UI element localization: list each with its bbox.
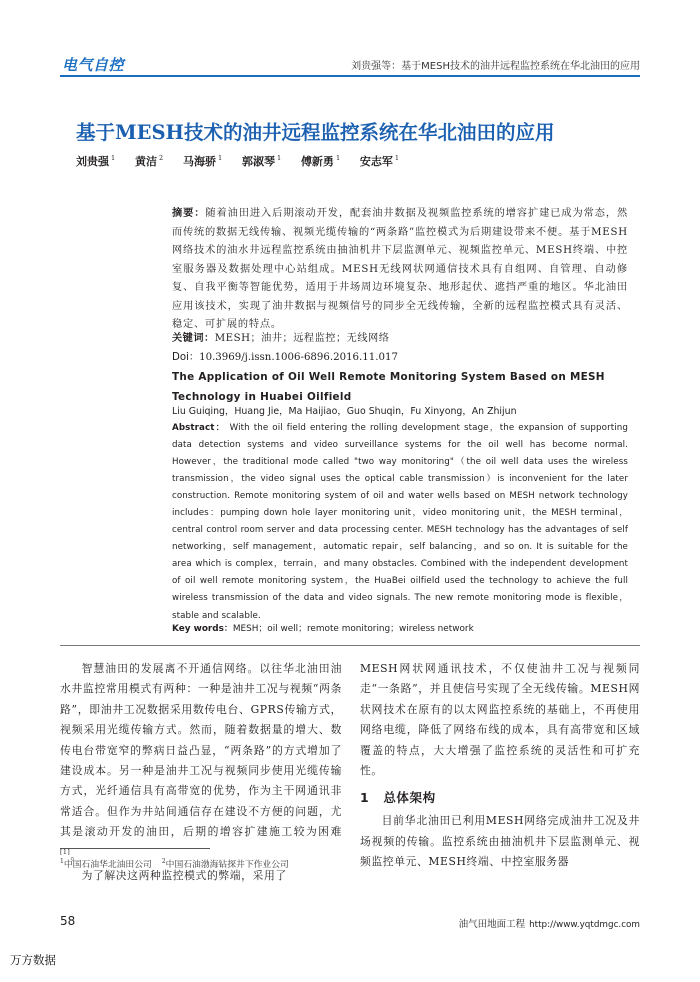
author-name-text: 马海骄 [182,155,216,168]
affiliation-mark: 1 [335,154,341,162]
keywords-en-text: MESH；oil well；remote monitoring；wireless network [232,624,474,634]
author-name [360,153,399,169]
chinese-keywords [172,331,628,347]
body-paragraph: MESH网状网通讯技术，不仅使油井工况与视频同走“一条路”，并且使信号实现了全无线传输。MESH网状网技术在原有的以太网监控系统的基础上，不再使用网络电缆，降低了网络布线的成本，具有高带宽和区域覆盖的特点，大大增强了监控系统的灵活性和可扩充性。 [360,662,640,778]
abstract-text: 随着油田进入后期滚动开发，配套油井数据及视频监控系统的增容扩建已成为常态，然而传统的数据无线传输、视频光缆传输的“两条路”监控模式为后期建设带来不便。基于MESH网络技术的油水井远程监控系统由抽油机井下层监测单元、视频监控单元、MESH终端、中控室服务器及数据处理中心站组成。MESH无线网状网通信技术具有自组网、自管理、自动修复、自我平衡等智能优势，适用于井场周边环境复杂、地形起伏、遮挡严重的地区。华北油田应用该技术，实现了油井数据与视频信号的同步全无线传输，全新的远程监控模式具有灵活、稳定、可扩展的特点。 [172,208,628,330]
chinese-abstract [172,205,628,335]
author-name [135,153,163,169]
citation-ref[interactable]: [1] [60,848,71,856]
doi-line [172,350,628,366]
author-name [183,153,222,169]
keywords-en-label: Key words： [172,624,233,634]
doi-label: Doi： [172,352,200,363]
paragraph-text: 智慧油田的发展离不开通信网络。以往华北油田油水井监控常用模式有两种：一种是油井工况与视频“两条路”，即油井工况数据采用数传电台、GPRS传输方式，视频采用光缆传输方式。然而，随着数据量的增大、数传电台带宽窄的弊病日益凸显，“两条路”的方式增加了建设成本。另一种是油井工况与视频同步使用光缆传输方式，光纤通信具有高带宽的优势，作为主干网通讯非常适合。但作为井站间通信存在建设不方便的问题，尤其是滚动开发的油田，后期的增容扩建施工较为困难 [60,662,342,839]
abstract-label: 摘要： [172,208,206,219]
author-list [76,153,636,171]
affiliation-mark: 1 [276,154,282,162]
page-number: 58 [60,914,76,928]
journal-url[interactable]: http://www.yqtdmgc.com [529,920,640,930]
author-name [242,153,281,169]
body-column-right [360,659,640,873]
author-name [76,153,115,169]
english-keywords [172,621,628,637]
running-head-text: 刘贵强等：基于MESH技术的油井远程监控系统在华北油田的应用 [351,61,640,72]
keywords-label: 关键词： [172,333,215,344]
footnote-text: 中国石油渤海钻探井下作业公司 [165,860,289,870]
keywords-text: MESH；油井；远程监控；无线网络 [214,333,390,344]
affiliation-footnote [60,855,289,872]
footnote-mark: 2 [161,858,166,865]
affiliation-mark: 1 [394,154,400,162]
article-title: 基于MESH技术的油井远程监控系统在华北油田的应用 [76,121,555,144]
header-rule [60,75,640,77]
body-paragraph [60,659,342,866]
footnote-text: 中国石油华北油田公司 [63,860,152,870]
affiliation-mark: 1 [111,154,116,162]
english-abstract [172,420,628,625]
section-title: 总体架构 [383,790,436,806]
author-name-text: 安志军 [359,155,393,168]
body-paragraph: 目前华北油田已利用MESH网络完成油井工况及井场视频的传输。监控系统由抽油机井下层监测单元、视频监控单元、MESH终端、中控室服务器 [360,814,640,869]
doi-value: 10.3969/j.issn.1006-6896.2016.11.017 [199,352,398,363]
footnote-mark: 1 [60,858,64,865]
section-number: 1 [360,790,370,806]
abstract-en-text: With the oil field entering the rolling development stage，the expansion of supporting data detection systems and video surveillance systems for the oil well has become normal. However，the traditional mode called "two way monitoring"（the oil well data uses the wireless transmission，the video signal uses the optical cable transmission）is inconvenient for the later construction. Remote monitoring system of oil and water wells based on MESH network technology includes：pumping down hole layer monitoring unit，video monitoring unit，the MESH terminal，central control room server and data processing center. MESH technology has the advantages of self networking，self management，automatic repair，self balancing，and so on. It is suitable for the area which is complex，terrain，and many obstacles. Combined with the independent development of oil well remote monitoring system，the HuaBei oilfield used the technology to achieve the full wireless transmission of the data and video signals. The new remote monitoring mode is flexible，stable and scalable. [172,423,628,621]
abstract-en-label: Abstract： [172,423,226,433]
journal-footer [459,916,640,930]
journal-name: 油气田地面工程 [458,919,526,930]
paragraph-end: 。 [70,848,82,862]
affiliation-mark: 2 [158,154,164,162]
database-watermark: 万方数据 [10,953,56,967]
footnote-rule [60,848,210,849]
author-name-text: 刘贵强 [76,155,109,168]
section-heading [360,787,640,809]
english-authors: Liu Guiqing，Huang Jie，Ma Haijiao，Guo Shuqin，Fu Xinyong，An Zhijun [172,406,517,417]
author-name-text: 傅新勇 [300,155,334,168]
affiliation-mark: 1 [217,154,223,162]
body-column-left [60,659,342,886]
abstract-divider [60,645,640,646]
author-name-text: 郭淑琴 [241,155,275,168]
english-title: The Application of Oil Well Remote Monitoring System Based on MESH Technology in Huabei Oilfield [172,371,605,403]
author-name [301,153,340,169]
body-paragraph: 为了解决这两种监控模式的弊端，采用了 [81,869,287,883]
author-name-text: 黄洁 [134,155,157,168]
journal-section-brand: 电气自控 [62,56,125,74]
